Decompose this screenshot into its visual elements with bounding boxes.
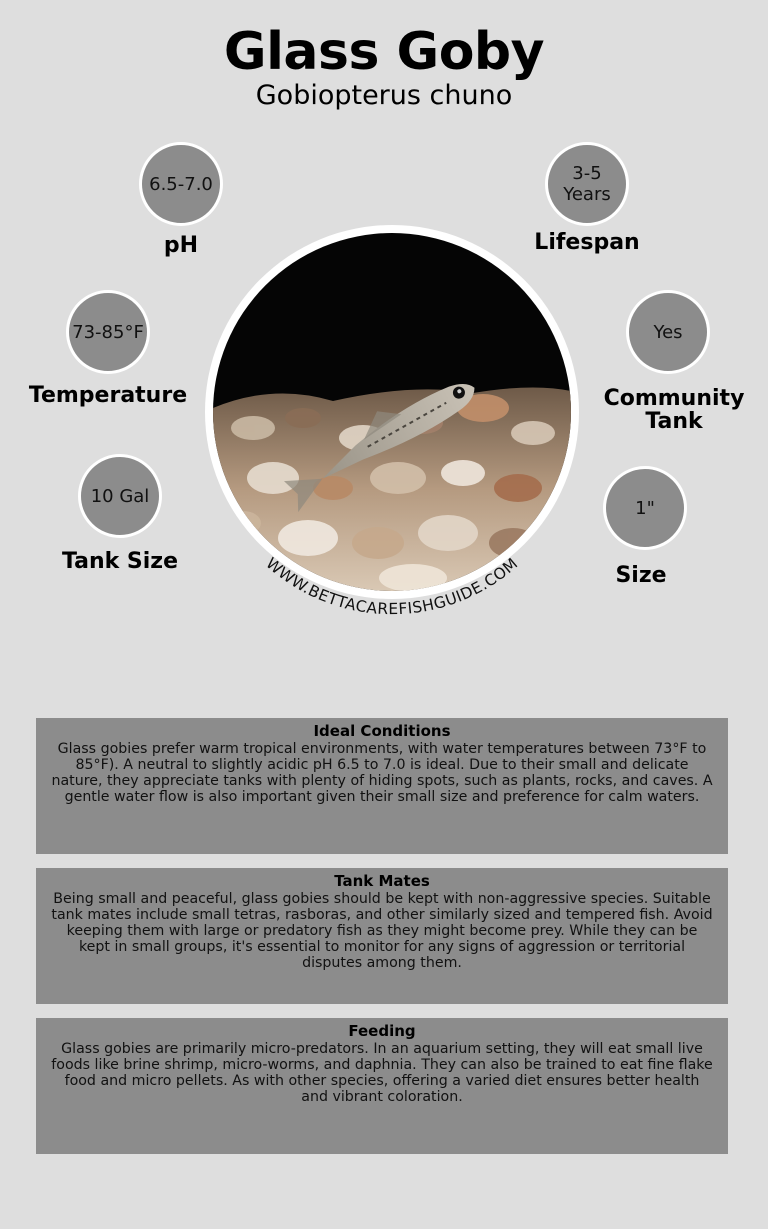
ideal-conditions-title: Ideal Conditions	[313, 722, 451, 740]
temperature-value-circle: 73-85°F	[66, 290, 150, 374]
website-url: WWW.BETTACAREFISHGUIDE.COM	[262, 554, 522, 619]
tank-size-label: Tank Size	[61, 549, 179, 574]
feeding-text: Glass gobies are primarily micro-predators. In an aquarium setting, they will eat small live foods like brine shrimp, micro-worms, and daphnia. They can also be trained to eat fine flake food and micro pellets. As with other species, offering a varied diet ensures better health and vibrant coloration.	[51, 1041, 713, 1105]
ph-label: pH	[163, 233, 199, 258]
ideal-conditions-text: Glass gobies prefer warm tropical environments, with water temperatures between 73°F to 85°F). A neutral to slightly acidic pH 6.5 to 7.0 is ideal. Due to their small and delicate nature, they appreciate tanks with plenty of hiding spots, such as plants, rocks, and caves. A gentle water flow is also important given their small size and preference for calm waters.	[51, 741, 713, 805]
lifespan-value-circle: 3-5 Years	[545, 142, 629, 226]
tank-mates-text: Being small and peaceful, glass gobies should be kept with non-aggressive species. Suitable tank mates include small tetras, rasboras, and other similarly sized and tempered fish. Avoid keeping them with large or predatory fish as they might become prey. While they can be kept in small groups, it's essential to monitor for any signs of aggression or territorial disputes among them.	[51, 891, 713, 971]
size-value-circle: 1"	[603, 466, 687, 550]
lifespan-label: Lifespan	[534, 230, 640, 255]
temperature-label: Temperature	[28, 383, 188, 408]
community-tank-label: Community Tank	[603, 386, 745, 434]
svg-text:WWW.BETTACAREFISHGUIDE.COM	[262, 554, 521, 618]
tank-mates-panel	[36, 868, 728, 1004]
ph-value-circle: 6.5-7.0	[139, 142, 223, 226]
tank-mates-title: Tank Mates	[334, 872, 430, 890]
scientific-name: Gobiopterus chuno	[255, 80, 513, 111]
website-url-arc	[205, 225, 579, 645]
feeding-title: Feeding	[348, 1022, 416, 1040]
ideal-conditions-panel	[36, 718, 728, 854]
feeding-panel	[36, 1018, 728, 1154]
page-title: Glass Goby	[223, 22, 545, 82]
tank-size-value-circle: 10 Gal	[78, 454, 162, 538]
size-label: Size	[615, 563, 667, 588]
community-value-circle: Yes	[626, 290, 710, 374]
